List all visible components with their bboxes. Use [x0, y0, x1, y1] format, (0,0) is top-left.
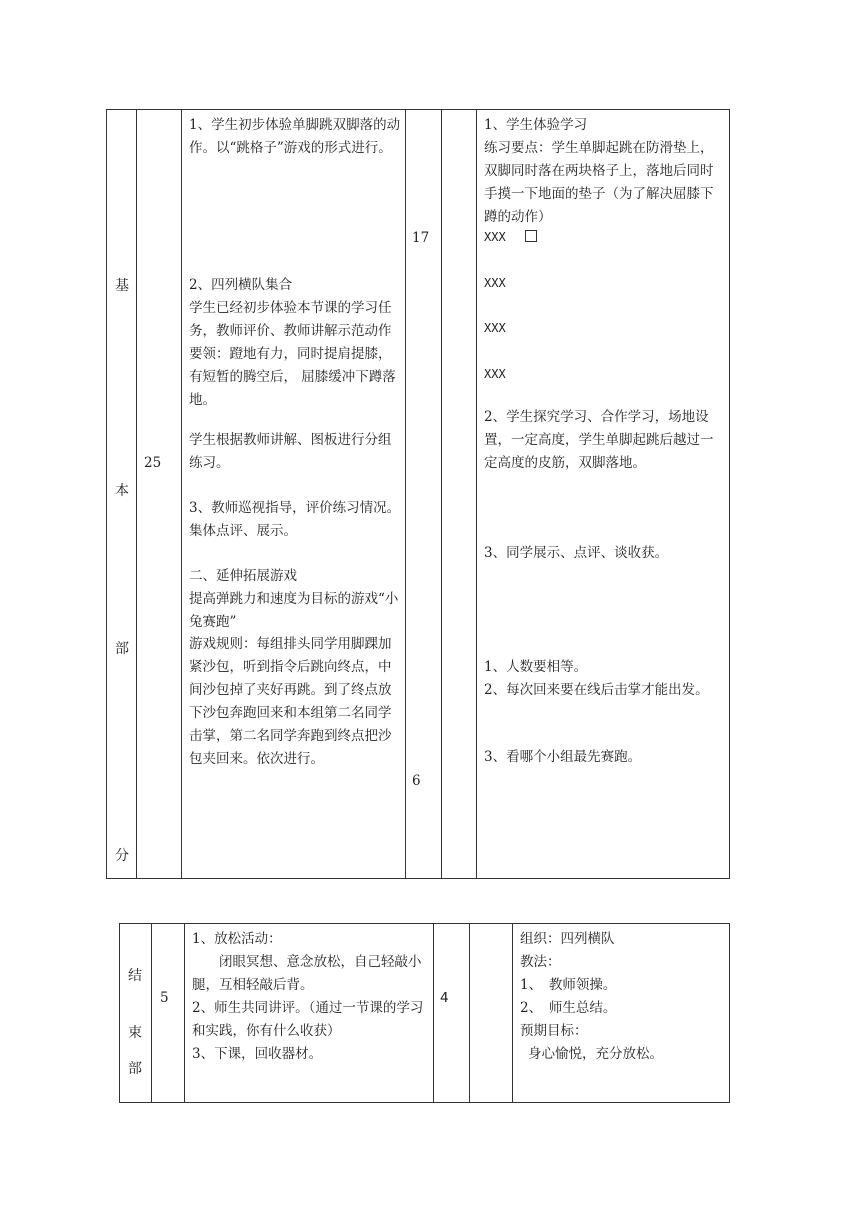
column-divider	[441, 109, 442, 879]
column-divider	[106, 109, 107, 879]
content-item-2: 2、师生共同讲评。（通过一节课的学习和实践，你有什么收获）	[192, 1000, 424, 1039]
table-border-right	[729, 109, 730, 879]
org-method-2: 2、 师生总结。	[520, 1000, 617, 1016]
game-goal: 提高弹跳力和速度为目标的游戏“小兔赛跑”	[189, 591, 399, 630]
table-border-top	[119, 923, 730, 924]
section-char: 部	[115, 641, 129, 657]
org-item-2: 2、学生探究学习、合作学习，场地设置，一定高度，学生单脚起跳后越过一定高度的皮筋，双脚落地。	[484, 409, 714, 471]
game-rule-1: 1、人数要相等。	[484, 659, 588, 675]
org-practice-points: 练习要点：学生单脚起跳在防滑垫上，双脚同时落在两块格子上，落地后同时手摸一下地面的垫子（为了解决屈膝下蹲的动作）	[484, 140, 714, 225]
column-divider	[151, 923, 152, 1103]
content-item-2-body: 学生已经初步体验本节课的学习任务，教师评价、教师讲解示范动作要领：蹬地有力，同时提肩提膝，有短暂的腾空后， 屈膝缓冲下蹲落地。	[189, 300, 396, 408]
formation-row	[484, 230, 537, 244]
column-divider	[476, 109, 477, 879]
minutes-value: 25	[144, 455, 162, 471]
time-value: 6	[412, 773, 421, 789]
column-divider	[184, 923, 185, 1103]
org-item-3: 3、同学展示、点评、谈收获。	[484, 545, 669, 561]
square-icon	[525, 230, 537, 242]
table-border-right	[729, 923, 730, 1103]
formation-xxx: XXX	[484, 321, 506, 335]
formation-xxx: XXX	[484, 230, 506, 244]
content-item-3: 3、教师巡视指导，评价练习情况。集体点评、展示。	[189, 500, 401, 539]
content-item-2-practice: 学生根据教师讲解、图板进行分组练习。	[189, 432, 392, 471]
column-divider	[512, 923, 513, 1103]
org-formation: 组织：四列横队	[520, 931, 615, 947]
minutes-value: 5	[160, 990, 169, 1006]
content-item-1: 1、学生初步体验单脚跳双脚落的动作。以“跳格子”游戏的形式进行。	[189, 117, 401, 156]
column-divider	[136, 109, 137, 879]
section-char: 分	[115, 848, 129, 864]
org-goal-label: 预期目标：	[520, 1023, 588, 1039]
formation-xxx: XXX	[484, 276, 506, 290]
column-divider	[405, 109, 406, 879]
org-method-label: 教法：	[520, 954, 561, 970]
formation-xxx: XXX	[484, 367, 506, 381]
time-value: 4	[440, 990, 449, 1006]
table-border-top	[106, 109, 730, 110]
content-item-1: 1、放松活动：	[192, 931, 282, 947]
column-divider	[469, 923, 470, 1103]
section-char: 基	[115, 278, 129, 294]
org-goal: 身心愉悦，充分放松。	[528, 1046, 663, 1062]
time-value: 17	[412, 230, 430, 246]
org-method-1: 1、 教师领操。	[520, 977, 617, 993]
section-char: 束	[128, 1025, 142, 1041]
game-rule-3: 3、看哪个小组最先赛跑。	[484, 749, 642, 765]
game-rules: 游戏规则：每组排头同学用脚踝加紧沙包，听到指令后跳向终点，中间沙包掉了夹好再跳。到了终点放下沙包奔跑回来和本组第二名同学击掌，第二名同学奔跑到终点把沙包夹回来。依次进行。	[189, 636, 392, 767]
section-char: 部	[128, 1061, 142, 1077]
game-section-title: 二、延伸拓展游戏	[189, 568, 297, 584]
org-item-1: 1、学生体验学习	[484, 117, 588, 133]
column-divider	[119, 923, 120, 1103]
content-item-2-title: 2、四列横队集合	[189, 277, 293, 293]
content-item-3: 3、下课，回收器材。	[192, 1046, 323, 1062]
table-border-bottom	[119, 1102, 730, 1103]
column-divider	[433, 923, 434, 1103]
column-divider	[181, 109, 182, 879]
section-char: 本	[115, 483, 129, 499]
game-rule-2: 2、每次回来要在线后击掌才能出发。	[484, 682, 709, 698]
relax-description: 闭眼冥想、意念放松，自己轻敲小腿，互相轻敲后背。	[192, 954, 422, 993]
section-char: 结	[128, 968, 142, 984]
table-border-bottom	[106, 878, 730, 879]
